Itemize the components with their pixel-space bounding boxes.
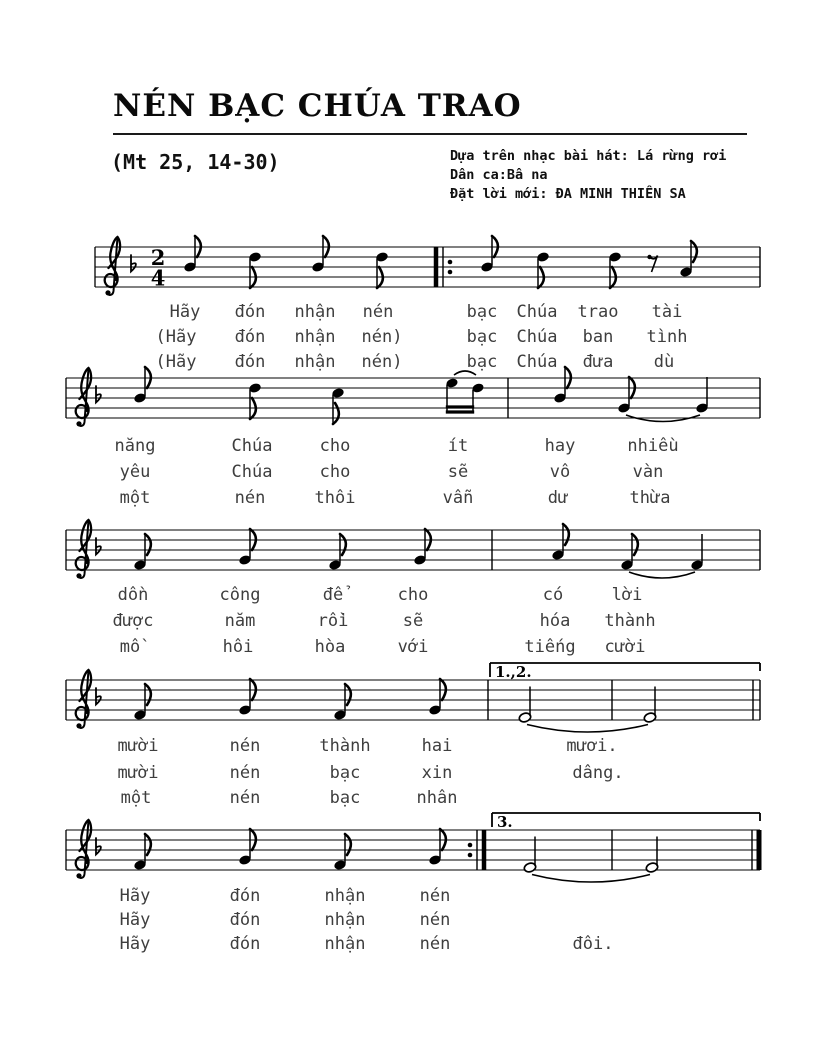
lyric-syllable: vẫn [442,488,474,508]
lyric-syllable: mười [117,763,159,783]
lyric-syllable: nén) [361,352,403,372]
lyric-syllable: thôi [314,488,356,508]
lyric-syllable: một [120,788,152,808]
lyric-syllable: đón [234,327,266,347]
lyric-syllable: bạc [329,763,361,783]
lyric-syllable: với [397,637,429,657]
scripture-reference: (Mt 25, 14-30) [111,150,280,174]
credit-source-song: Dựa trên nhạc bài hát: Lá rừng rơi [450,148,727,164]
staff [66,663,760,732]
lyric-syllable: hóa [539,611,571,631]
lyric-syllable: nén [229,788,261,808]
lyric-syllable: xin [421,763,453,783]
lyric-syllable: năm [224,611,256,631]
note [608,251,622,288]
lyric-syllable: để [322,585,344,605]
sixteenth-note-pair [445,377,484,412]
lyric-syllable: ít [447,436,469,456]
lyric-syllable: đón [234,352,266,372]
lyric-syllable: thừa [629,488,671,508]
lyric-syllable: nén [362,302,394,322]
lyric-syllable: đón [229,886,261,906]
lyric-syllable: bạc [329,788,361,808]
lyric-syllable: lời [611,585,643,605]
lyric-syllable: bạc [466,352,498,372]
credit-lyricist: Đặt lời mới: ĐA MINH THIÊN SA [450,186,686,202]
lyric-syllable: vô [549,462,571,482]
lyric-syllable: dù [653,352,675,372]
lyric-syllable: tình [646,327,688,347]
lyric-syllable: Hãy [119,934,151,954]
lyric-syllable: ban [582,327,614,347]
lyric-syllable: nén [419,886,451,906]
lyric-syllable: hôi [222,637,254,657]
song-title: NÉN BẠC CHÚA TRAO [113,88,522,124]
lyric-syllable: năng [114,436,156,456]
staff-lines [66,378,760,418]
lyric-syllable: đưa [582,352,614,372]
lyric-syllable: cho [319,462,351,482]
lyric-syllable: Chúa [516,327,558,347]
lyric-syllable: Hãy [119,886,151,906]
lyric-syllable: hai [421,736,453,756]
svg-text:2: 2 [150,245,166,270]
note [643,687,657,724]
lyric-syllable: dâng. [572,763,624,783]
lyric-syllable: Chúa [516,352,558,372]
lyric-syllable: mươi. [566,736,618,756]
volta-bracket [490,663,760,681]
lyric-syllable: nén [229,736,261,756]
note [375,251,389,288]
lyric-syllable: Chúa [231,436,273,456]
lyric-syllable: trao [577,302,619,322]
volta-bracket [492,813,760,831]
lyric-syllable: nén) [361,327,403,347]
lyric-syllable: nhận [294,327,336,347]
tie [527,725,648,733]
lyric-syllable: nhận [324,934,366,954]
lyric-syllable: cho [319,436,351,456]
lyric-syllable: hòa [314,637,346,657]
lyric-syllable: đón [229,910,261,930]
lyric-syllable: cười [604,637,646,657]
lyric-syllable: được [112,611,154,631]
lyric-syllable: rồi [317,611,349,631]
lyric-syllable: đôi. [572,934,614,954]
tie [629,572,695,578]
lyric-syllable: sẽ [402,611,424,631]
lyric-syllable: cho [397,585,429,605]
staff [66,367,760,426]
lyric-syllable: tài [651,302,683,322]
lyric-syllable: tiếng [524,637,576,657]
lyric-syllable: mười [117,736,159,756]
lyric-syllable: nhận [324,910,366,930]
lyric-syllable: Hãy [119,910,151,930]
lyric-syllable: dư [547,488,569,508]
lyric-syllable: nén [419,910,451,930]
lyric-syllable: nhiều [627,436,679,456]
staff-lines [66,680,760,720]
staff-lines [66,530,760,570]
lyric-syllable: công [219,585,261,605]
note [645,837,659,874]
lyric-syllable: (Hãy [155,352,197,372]
lyric-syllable: mồ [119,637,141,657]
lyric-syllable: nhân [416,788,458,808]
lyric-syllable: có [542,585,564,605]
lyric-syllable: Chúa [231,462,273,482]
volta-label: 3. [497,813,513,831]
tie [532,875,650,883]
lyric-syllable: (Hãy [155,327,197,347]
lyric-syllable: nhận [294,302,336,322]
staff [95,236,760,295]
lyric-syllable: dồn [117,585,149,605]
lyric-syllable: đón [229,934,261,954]
lyric-syllable: nhận [294,352,336,372]
lyric-syllable: đón [234,302,266,322]
lyric-syllable: thành [604,611,656,631]
time-signature [151,245,166,291]
lyric-syllable: Hãy [169,302,201,322]
note [536,251,550,288]
lyric-syllable: nhận [324,886,366,906]
lyric-syllable: nén [229,763,261,783]
staff [66,520,760,578]
note [248,382,262,419]
lyric-syllable: Chúa [516,302,558,322]
note [518,687,532,724]
lyric-syllable: sẽ [447,462,469,482]
svg-text:4: 4 [150,265,166,291]
note [248,251,262,288]
credit-folk-origin: Dân ca:Bâ na [450,167,548,183]
staff [66,813,760,882]
lyric-syllable: thành [319,736,371,756]
lyric-syllable: một [119,488,151,508]
lyric-syllable: vàn [632,462,664,482]
lyric-syllable: nén [419,934,451,954]
note [523,837,537,874]
lyric-syllable: yêu [119,462,151,482]
lyric-syllable: bạc [466,302,498,322]
lyric-syllable: nén [234,488,266,508]
volta-label: 1.,2. [495,663,532,681]
lyric-syllable: bạc [466,327,498,347]
note [695,377,709,414]
lyric-syllable: hay [544,436,576,456]
